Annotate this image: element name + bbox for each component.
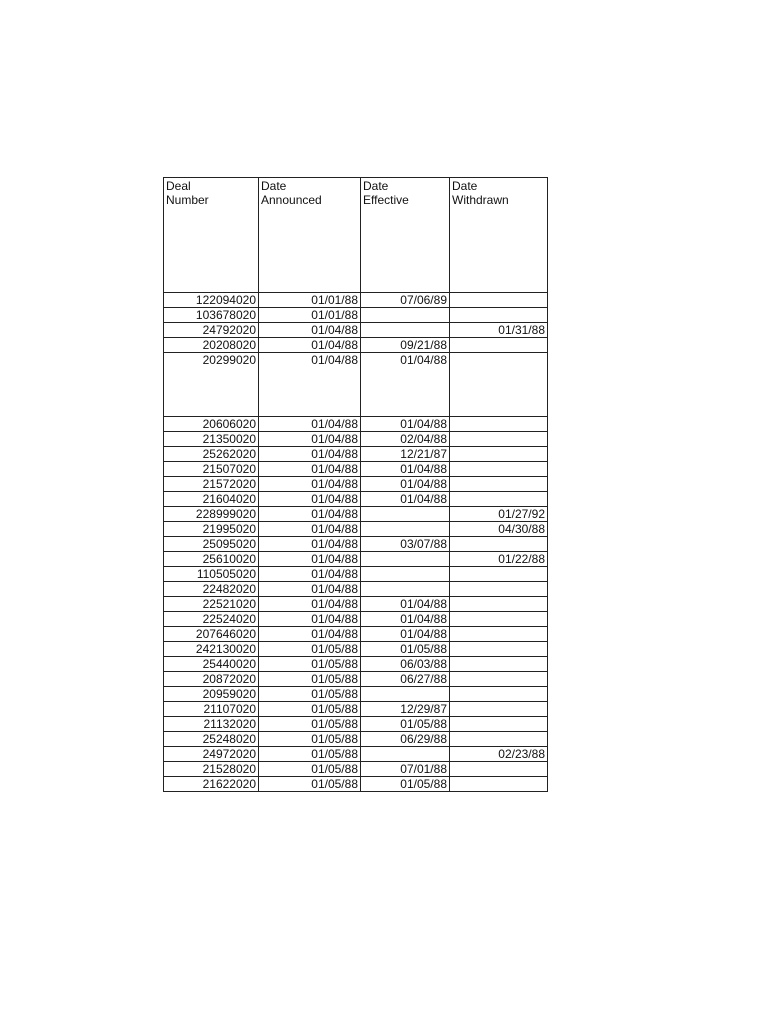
date-effective-cell: 01/05/88 <box>361 777 450 792</box>
table-row <box>164 777 548 792</box>
table-row <box>164 672 548 687</box>
header-line: Effective <box>363 193 409 207</box>
table-row <box>164 507 548 522</box>
table-row <box>164 642 548 657</box>
date-withdrawn-cell <box>450 308 548 323</box>
date-effective-cell <box>361 567 450 582</box>
date-announced-cell: 01/05/88 <box>259 642 361 657</box>
deal-number-cell: 22482020 <box>164 582 259 597</box>
deal-number-cell: 25440020 <box>164 657 259 672</box>
header-line: Date <box>363 179 389 193</box>
date-announced-cell: 01/05/88 <box>259 717 361 732</box>
date-effective-cell: 01/04/88 <box>361 627 450 642</box>
deal-number-cell: 25262020 <box>164 447 259 462</box>
date-withdrawn-cell <box>450 777 548 792</box>
table-row <box>164 308 548 323</box>
date-announced-cell: 01/04/88 <box>259 612 361 627</box>
date-announced-cell: 01/04/88 <box>259 462 361 477</box>
date-effective-cell: 12/29/87 <box>361 702 450 717</box>
date-announced-cell: 01/05/88 <box>259 762 361 777</box>
date-effective-cell <box>361 687 450 702</box>
date-effective-cell: 02/04/88 <box>361 432 450 447</box>
date-effective-cell <box>361 323 450 338</box>
table-row <box>164 597 548 612</box>
date-announced-cell: 01/05/88 <box>259 732 361 747</box>
date-announced-cell: 01/04/88 <box>259 552 361 567</box>
deal-number-cell: 24972020 <box>164 747 259 762</box>
date-withdrawn-cell <box>450 582 548 597</box>
date-effective-cell: 09/21/88 <box>361 338 450 353</box>
deal-number-cell: 20959020 <box>164 687 259 702</box>
table-row <box>164 522 548 537</box>
date-effective-cell: 06/27/88 <box>361 672 450 687</box>
deals-table <box>163 177 548 792</box>
date-effective-cell: 01/05/88 <box>361 642 450 657</box>
table-row <box>164 567 548 582</box>
deal-number-cell: 20299020 <box>164 353 259 417</box>
table-row <box>164 612 548 627</box>
date-effective-cell: 01/04/88 <box>361 492 450 507</box>
deal-number-cell: 20606020 <box>164 417 259 432</box>
date-withdrawn-cell <box>450 462 548 477</box>
header-line: Number <box>166 193 209 207</box>
date-announced-cell: 01/05/88 <box>259 777 361 792</box>
date-withdrawn-cell <box>450 447 548 462</box>
date-withdrawn-cell: 01/31/88 <box>450 323 548 338</box>
date-announced-cell: 01/05/88 <box>259 672 361 687</box>
date-effective-cell: 01/04/88 <box>361 612 450 627</box>
table-row <box>164 747 548 762</box>
deal-number-cell: 242130020 <box>164 642 259 657</box>
date-withdrawn-cell <box>450 657 548 672</box>
date-announced-cell: 01/04/88 <box>259 417 361 432</box>
date-withdrawn-cell <box>450 642 548 657</box>
deal-number-cell: 122094020 <box>164 293 259 308</box>
table-row <box>164 462 548 477</box>
date-withdrawn-cell <box>450 492 548 507</box>
date-effective-cell: 01/04/88 <box>361 462 450 477</box>
header-line: Deal <box>166 179 191 193</box>
deal-number-cell: 21995020 <box>164 522 259 537</box>
table-row <box>164 627 548 642</box>
deal-number-cell: 21107020 <box>164 702 259 717</box>
header-line: Announced <box>261 193 322 207</box>
deal-number-cell: 22521020 <box>164 597 259 612</box>
date-announced-cell: 01/04/88 <box>259 567 361 582</box>
deal-number-cell: 21507020 <box>164 462 259 477</box>
deal-number-cell: 25610020 <box>164 552 259 567</box>
table-row <box>164 687 548 702</box>
date-effective-cell <box>361 308 450 323</box>
header-date-effective <box>361 178 450 293</box>
date-announced-cell: 01/04/88 <box>259 507 361 522</box>
date-announced-cell: 01/04/88 <box>259 627 361 642</box>
date-effective-cell: 06/03/88 <box>361 657 450 672</box>
header-line: Withdrawn <box>452 193 509 207</box>
deal-number-cell: 21622020 <box>164 777 259 792</box>
date-withdrawn-cell <box>450 687 548 702</box>
date-withdrawn-cell: 01/27/92 <box>450 507 548 522</box>
date-withdrawn-cell <box>450 612 548 627</box>
deal-number-cell: 20872020 <box>164 672 259 687</box>
date-announced-cell: 01/04/88 <box>259 447 361 462</box>
date-withdrawn-cell <box>450 762 548 777</box>
deal-number-cell: 24792020 <box>164 323 259 338</box>
table-row <box>164 552 548 567</box>
table-row <box>164 492 548 507</box>
deal-number-cell: 110505020 <box>164 567 259 582</box>
date-announced-cell: 01/04/88 <box>259 353 361 417</box>
header-line: Date <box>261 179 287 193</box>
table-row <box>164 477 548 492</box>
date-announced-cell: 01/04/88 <box>259 537 361 552</box>
deal-number-cell: 103678020 <box>164 308 259 323</box>
deal-number-cell: 21604020 <box>164 492 259 507</box>
table-row <box>164 657 548 672</box>
date-effective-cell: 06/29/88 <box>361 732 450 747</box>
date-withdrawn-cell <box>450 567 548 582</box>
table-row <box>164 353 548 417</box>
date-announced-cell: 01/05/88 <box>259 747 361 762</box>
date-announced-cell: 01/05/88 <box>259 657 361 672</box>
table-row <box>164 293 548 308</box>
deal-number-cell: 21572020 <box>164 477 259 492</box>
date-effective-cell <box>361 747 450 762</box>
date-effective-cell <box>361 507 450 522</box>
date-announced-cell: 01/04/88 <box>259 582 361 597</box>
date-effective-cell <box>361 582 450 597</box>
deal-number-cell: 25248020 <box>164 732 259 747</box>
date-effective-cell <box>361 552 450 567</box>
date-withdrawn-cell <box>450 477 548 492</box>
date-effective-cell: 12/21/87 <box>361 447 450 462</box>
table-row <box>164 323 548 338</box>
deal-number-cell: 228999020 <box>164 507 259 522</box>
header-deal-number <box>164 178 259 293</box>
date-withdrawn-cell <box>450 672 548 687</box>
date-announced-cell: 01/05/88 <box>259 687 361 702</box>
date-effective-cell: 07/01/88 <box>361 762 450 777</box>
date-effective-cell: 03/07/88 <box>361 537 450 552</box>
table-row <box>164 432 548 447</box>
date-withdrawn-cell <box>450 432 548 447</box>
date-withdrawn-cell: 01/22/88 <box>450 552 548 567</box>
date-announced-cell: 01/01/88 <box>259 293 361 308</box>
date-withdrawn-cell <box>450 417 548 432</box>
date-withdrawn-cell: 04/30/88 <box>450 522 548 537</box>
date-withdrawn-cell <box>450 732 548 747</box>
date-announced-cell: 01/04/88 <box>259 477 361 492</box>
date-announced-cell: 01/05/88 <box>259 702 361 717</box>
table-row <box>164 417 548 432</box>
date-announced-cell: 01/04/88 <box>259 338 361 353</box>
date-effective-cell: 01/04/88 <box>361 597 450 612</box>
date-announced-cell: 01/04/88 <box>259 597 361 612</box>
date-effective-cell: 01/05/88 <box>361 717 450 732</box>
date-withdrawn-cell: 02/23/88 <box>450 747 548 762</box>
deal-number-cell: 25095020 <box>164 537 259 552</box>
header-date-withdrawn <box>450 178 548 293</box>
deal-number-cell: 21132020 <box>164 717 259 732</box>
header-row <box>164 178 548 293</box>
date-withdrawn-cell <box>450 717 548 732</box>
deal-number-cell: 21528020 <box>164 762 259 777</box>
date-withdrawn-cell <box>450 537 548 552</box>
date-withdrawn-cell <box>450 597 548 612</box>
header-line: Date <box>452 179 478 193</box>
deal-number-cell: 22524020 <box>164 612 259 627</box>
deal-number-cell: 21350020 <box>164 432 259 447</box>
table-row <box>164 537 548 552</box>
table-row <box>164 732 548 747</box>
date-withdrawn-cell <box>450 353 548 417</box>
date-withdrawn-cell <box>450 293 548 308</box>
date-announced-cell: 01/01/88 <box>259 308 361 323</box>
date-withdrawn-cell <box>450 702 548 717</box>
table-row <box>164 338 548 353</box>
table-row <box>164 447 548 462</box>
table-row <box>164 762 548 777</box>
header-date-announced <box>259 178 361 293</box>
date-announced-cell: 01/04/88 <box>259 522 361 537</box>
date-effective-cell: 01/04/88 <box>361 353 450 417</box>
date-effective-cell: 01/04/88 <box>361 477 450 492</box>
table-row <box>164 582 548 597</box>
date-withdrawn-cell <box>450 338 548 353</box>
date-withdrawn-cell <box>450 627 548 642</box>
table-row <box>164 702 548 717</box>
date-announced-cell: 01/04/88 <box>259 492 361 507</box>
date-announced-cell: 01/04/88 <box>259 323 361 338</box>
date-effective-cell: 07/06/89 <box>361 293 450 308</box>
deal-number-cell: 207646020 <box>164 627 259 642</box>
table-row <box>164 717 548 732</box>
date-effective-cell: 01/04/88 <box>361 417 450 432</box>
date-effective-cell <box>361 522 450 537</box>
deal-number-cell: 20208020 <box>164 338 259 353</box>
date-announced-cell: 01/04/88 <box>259 432 361 447</box>
